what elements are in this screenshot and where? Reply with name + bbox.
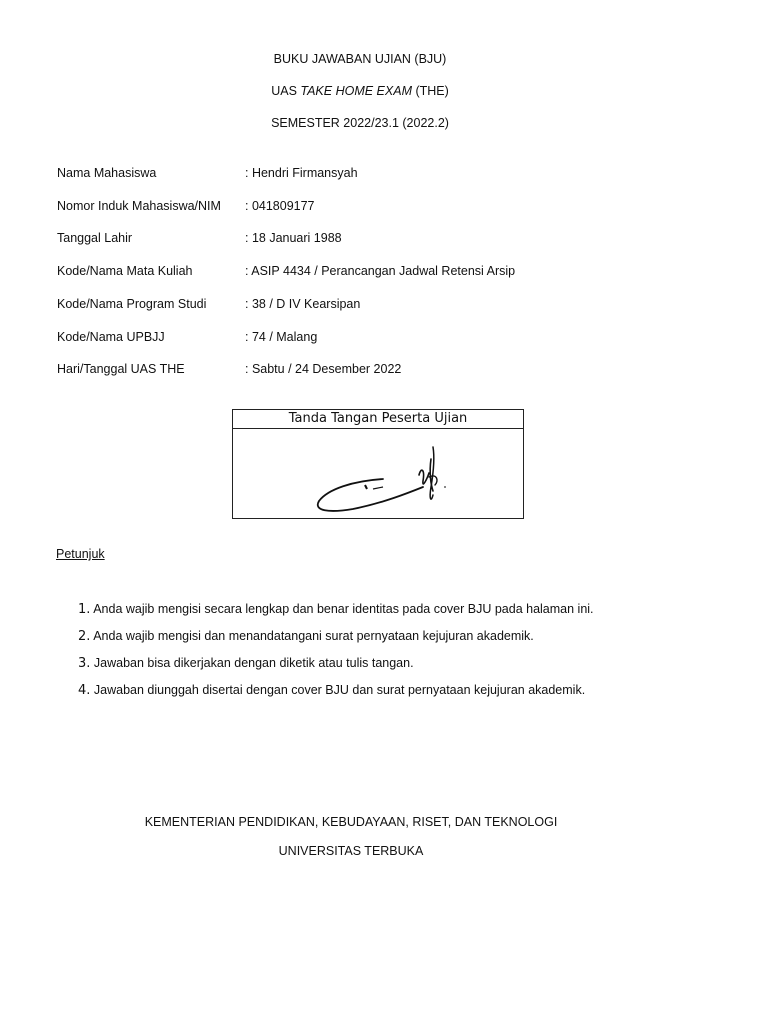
field-label-mata-kuliah: Kode/Nama Mata Kuliah bbox=[57, 264, 193, 278]
list-item-number: 2. bbox=[78, 629, 91, 644]
field-value-upbjj: : 74 / Malang bbox=[245, 330, 318, 344]
list-item-number: 4. bbox=[78, 683, 91, 698]
university-name: UNIVERSITAS TERBUKA bbox=[278, 844, 424, 858]
list-item bbox=[78, 602, 594, 617]
signature-box bbox=[232, 409, 524, 519]
field-label-nama: Nama Mahasiswa bbox=[57, 166, 157, 180]
instructions-heading: Petunjuk bbox=[56, 547, 105, 561]
list-item-text: Anda wajib mengisi secara lengkap dan benar identitas pada cover BJU pada halaman ini. bbox=[93, 602, 594, 616]
field-value-hari-tanggal: : Sabtu / 24 Desember 2022 bbox=[245, 362, 402, 376]
exam-type-suffix: (THE) bbox=[411, 84, 449, 98]
field-value-program-studi: : 38 / D IV Kearsipan bbox=[245, 297, 361, 311]
field-label-nim: Nomor Induk Mahasiswa/NIM bbox=[57, 199, 221, 213]
list-item bbox=[78, 656, 414, 671]
field-label-hari-tanggal: Hari/Tanggal UAS THE bbox=[57, 362, 185, 376]
handwritten-signature bbox=[233, 429, 523, 519]
ministry-name: KEMENTERIAN PENDIDIKAN, KEBUDAYAAN, RISET, DAN TEKNOLOGI bbox=[144, 815, 558, 829]
signature-area bbox=[233, 429, 523, 519]
semester-line: SEMESTER 2022/23.1 (2022.2) bbox=[271, 116, 449, 130]
list-item bbox=[78, 629, 534, 644]
exam-type bbox=[0, 84, 720, 98]
exam-type-italic: TAKE HOME EXAM bbox=[300, 84, 412, 98]
field-label-program-studi: Kode/Nama Program Studi bbox=[57, 297, 207, 311]
list-item-number: 1. bbox=[78, 602, 91, 617]
field-value-tanggal-lahir: : 18 Januari 1988 bbox=[245, 231, 342, 245]
signature-box-title: Tanda Tangan Peserta Ujian bbox=[233, 410, 523, 429]
list-item-text: Anda wajib mengisi dan menandatangani surat pernyataan kejujuran akademik. bbox=[93, 629, 534, 643]
list-item-text: Jawaban bisa dikerjakan dengan diketik atau tulis tangan. bbox=[93, 656, 414, 670]
list-item-text: Jawaban diunggah disertai dengan cover BJU dan surat pernyataan kejujuran akademik. bbox=[93, 683, 586, 697]
field-value-mata-kuliah: : ASIP 4434 / Perancangan Jadwal Retensi Arsip bbox=[245, 264, 516, 278]
field-value-nim: : 041809177 bbox=[245, 199, 315, 213]
field-value-nama: : Hendri Firmansyah bbox=[245, 166, 358, 180]
document-title: BUKU JAWABAN UJIAN (BJU) bbox=[273, 52, 447, 66]
list-item bbox=[78, 683, 585, 698]
field-label-tanggal-lahir: Tanggal Lahir bbox=[57, 231, 133, 245]
field-label-upbjj: Kode/Nama UPBJJ bbox=[57, 330, 165, 344]
list-item-number: 3. bbox=[78, 656, 91, 671]
exam-type-prefix: UAS bbox=[271, 84, 301, 98]
